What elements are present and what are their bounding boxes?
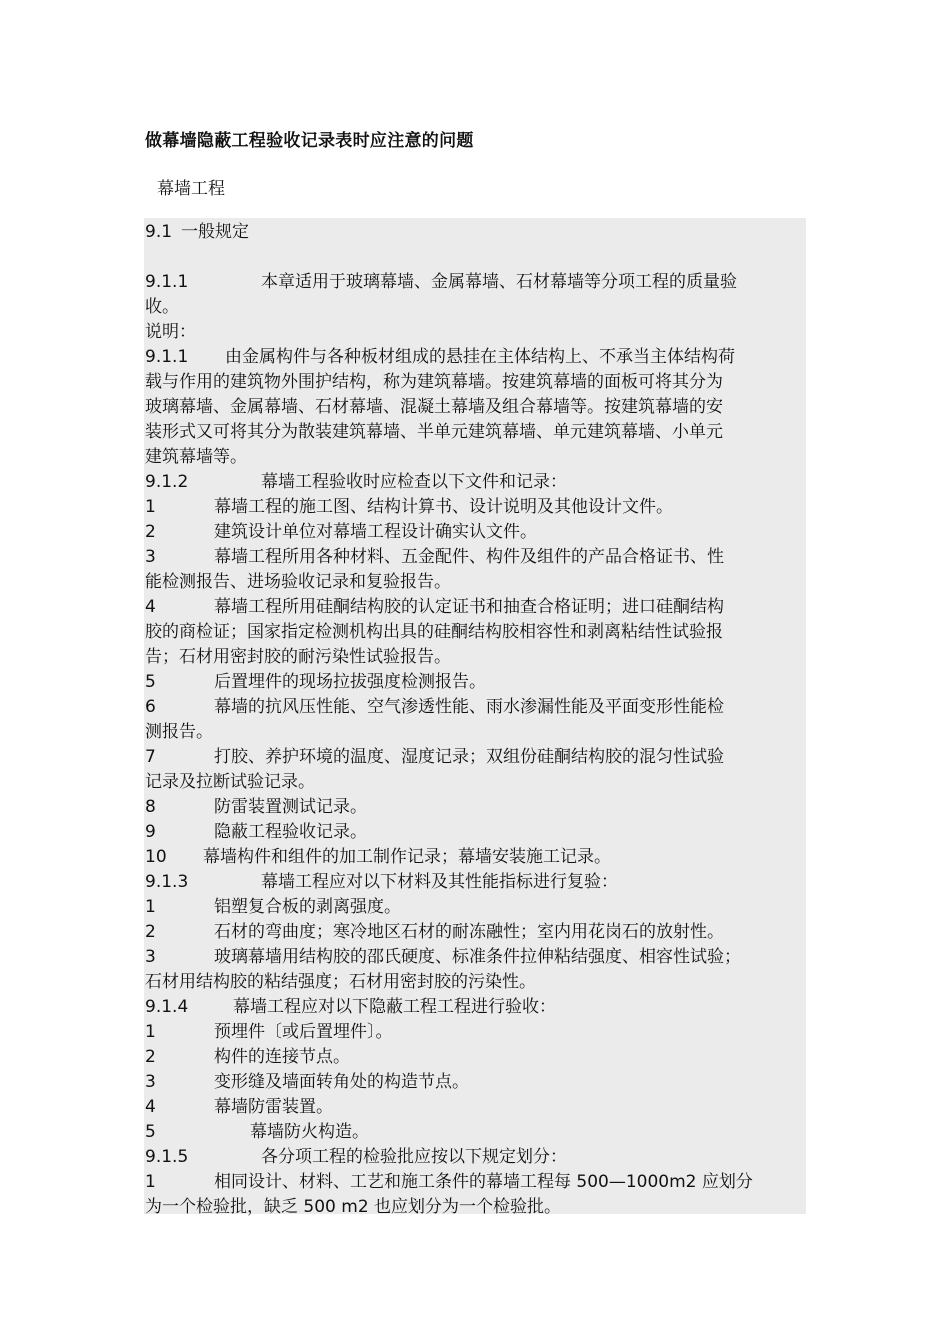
body-line xyxy=(145,295,805,320)
line-text: 幕墙防火构造。 xyxy=(250,1122,369,1142)
line-text: 幕墙工程应对以下隐蔽工程工程进行验收： xyxy=(233,997,556,1017)
line-number: 4 xyxy=(145,597,156,617)
line-text: 幕墙的抗风压性能、空气渗透性能、雨水渗漏性能及平面变形性能检 xyxy=(214,697,724,717)
body-line xyxy=(145,595,805,620)
line-number: 6 xyxy=(145,697,156,717)
document-title: 做幕墙隐蔽工程验收记录表时应注意的问题 xyxy=(145,131,474,151)
line-number: 2 xyxy=(145,922,156,942)
body-line xyxy=(145,745,805,770)
body-line xyxy=(145,1045,805,1070)
body-line xyxy=(145,1195,805,1220)
line-number: 5 xyxy=(145,1122,156,1142)
line-text: 幕墙工程所用各种材料、五金配件、构件及组件的产品合格证书、性 xyxy=(214,547,724,567)
line-text: 后置埋件的现场拉拔强度检测报告。 xyxy=(214,672,486,692)
line-text: 幕墙防雷装置。 xyxy=(214,1097,333,1117)
line-number: 3 xyxy=(145,947,156,967)
line-number: 9.1.3 xyxy=(145,872,189,892)
line-number: 9.1.5 xyxy=(145,1147,189,1167)
line-text: 载与作用的建筑物外围护结构，称为建筑幕墙。按建筑幕墙的面板可将其分为 xyxy=(145,372,723,392)
line-text: 幕墙构件和组件的加工制作记录；幕墙安装施工记录。 xyxy=(203,847,611,867)
body-line xyxy=(145,720,805,745)
line-number: 9.1.2 xyxy=(145,472,189,492)
line-number: 1 xyxy=(145,1172,156,1192)
line-text: 告；石材用密封胶的耐污染性试验报告。 xyxy=(145,647,451,667)
line-text: 能检测报告、进场验收记录和复验报告。 xyxy=(145,572,451,592)
body-line xyxy=(145,1070,805,1095)
body-line xyxy=(145,670,805,695)
body-line xyxy=(145,320,805,345)
body-line xyxy=(145,1095,805,1120)
line-number: 2 xyxy=(145,522,156,542)
body-line xyxy=(145,345,805,370)
line-number: 7 xyxy=(145,747,156,767)
body-line xyxy=(145,870,805,895)
line-text: 胶的商检证；国家指定检测机构出具的硅酮结构胶相容性和剥离粘结性试验报 xyxy=(145,622,723,642)
body-line xyxy=(145,520,805,545)
line-text: 变形缝及墙面转角处的构造节点。 xyxy=(214,1072,469,1092)
body-line xyxy=(145,820,805,845)
body-line xyxy=(145,695,805,720)
body-line xyxy=(145,845,805,870)
body-line xyxy=(145,470,805,495)
document-subtitle: 幕墙工程 xyxy=(157,179,225,199)
body-line xyxy=(145,895,805,920)
line-number: 2 xyxy=(145,1047,156,1067)
body-line xyxy=(145,1170,805,1195)
body-line xyxy=(145,995,805,1020)
line-text: 隐蔽工程验收记录。 xyxy=(214,822,367,842)
line-text: 打胶、养护环境的温度、湿度记录；双组份硅酮结构胶的混匀性试验 xyxy=(214,747,724,767)
line-number: 3 xyxy=(145,547,156,567)
line-text: 收。 xyxy=(145,297,179,317)
body-line xyxy=(145,495,805,520)
line-text: 为一个检验批，缺乏 500 m2 也应划分为一个检验批。 xyxy=(145,1197,562,1217)
line-text: 幕墙工程应对以下材料及其性能指标进行复验： xyxy=(261,872,618,892)
body-line xyxy=(145,645,805,670)
line-text: 石材的弯曲度；寒冷地区石材的耐冻融性；室内用花岗石的放射性。 xyxy=(214,922,724,942)
body-line xyxy=(145,570,805,595)
line-number: 3 xyxy=(145,1072,156,1092)
line-text: 幕墙工程所用硅酮结构胶的认定证书和抽查合格证明；进口硅酮结构 xyxy=(214,597,724,617)
line-number: 1 xyxy=(145,497,156,517)
body-line xyxy=(145,270,805,295)
line-text: 幕墙工程验收时应检查以下文件和记录： xyxy=(261,472,567,492)
body-line xyxy=(145,370,805,395)
line-number: 9.1 xyxy=(145,222,173,242)
line-number: 9.1.1 xyxy=(145,272,189,292)
line-number: 9.1.4 xyxy=(145,997,189,1017)
line-number: 5 xyxy=(145,672,156,692)
line-text: 构件的连接节点。 xyxy=(214,1047,350,1067)
body-line xyxy=(145,220,805,245)
line-text: 装形式又可将其分为散装建筑幕墙、半单元建筑幕墙、单元建筑幕墙、小单元 xyxy=(145,422,723,442)
line-text: 石材用结构胶的粘结强度；石材用密封胶的污染性。 xyxy=(145,972,536,992)
line-text: 一般规定 xyxy=(181,222,249,242)
line-text: 测报告。 xyxy=(145,722,213,742)
line-number: 9 xyxy=(145,822,156,842)
line-text: 玻璃幕墙用结构胶的邵氏硬度、标准条件拉伸粘结强度、相容性试验； xyxy=(214,947,741,967)
line-number: 1 xyxy=(145,1022,156,1042)
body-line xyxy=(145,420,805,445)
line-text: 本章适用于玻璃幕墙、金属幕墙、石材幕墙等分项工程的质量验 xyxy=(261,272,737,292)
line-text: 防雷装置测试记录。 xyxy=(214,797,367,817)
line-number: 4 xyxy=(145,1097,156,1117)
line-text: 相同设计、材料、工艺和施工条件的幕墙工程每 500—1000m2 应划分 xyxy=(214,1172,753,1192)
body-line xyxy=(145,795,805,820)
body-line xyxy=(145,445,805,470)
body-line xyxy=(145,970,805,995)
body-line xyxy=(145,1020,805,1045)
line-number: 9.1.1 xyxy=(145,347,189,367)
line-text: 建筑设计单位对幕墙工程设计确实认文件。 xyxy=(214,522,537,542)
line-text: 说明： xyxy=(145,322,196,342)
body-line xyxy=(145,920,805,945)
line-text: 幕墙工程的施工图、结构计算书、设计说明及其他设计文件。 xyxy=(214,497,673,517)
body-line xyxy=(145,620,805,645)
line-number: 8 xyxy=(145,797,156,817)
body-line xyxy=(145,770,805,795)
body-line xyxy=(145,1120,805,1145)
line-text: 玻璃幕墙、金属幕墙、石材幕墙、混凝土幕墙及组合幕墙等。按建筑幕墙的安 xyxy=(145,397,723,417)
body-line xyxy=(145,395,805,420)
line-number: 10 xyxy=(145,847,167,867)
body-line xyxy=(145,945,805,970)
body-line xyxy=(145,1145,805,1170)
line-text: 各分项工程的检验批应按以下规定划分： xyxy=(261,1147,567,1167)
line-text: 铝塑复合板的剥离强度。 xyxy=(214,897,401,917)
line-text: 建筑幕墙等。 xyxy=(145,447,247,467)
line-text: 记录及拉断试验记录。 xyxy=(145,772,315,792)
body-line xyxy=(145,545,805,570)
line-text: 预埋件〔或后置埋件〕。 xyxy=(214,1022,393,1042)
line-number: 1 xyxy=(145,897,156,917)
line-text: 由金属构件与各种板材组成的悬挂在主体结构上、不承当主体结构荷 xyxy=(225,347,735,367)
